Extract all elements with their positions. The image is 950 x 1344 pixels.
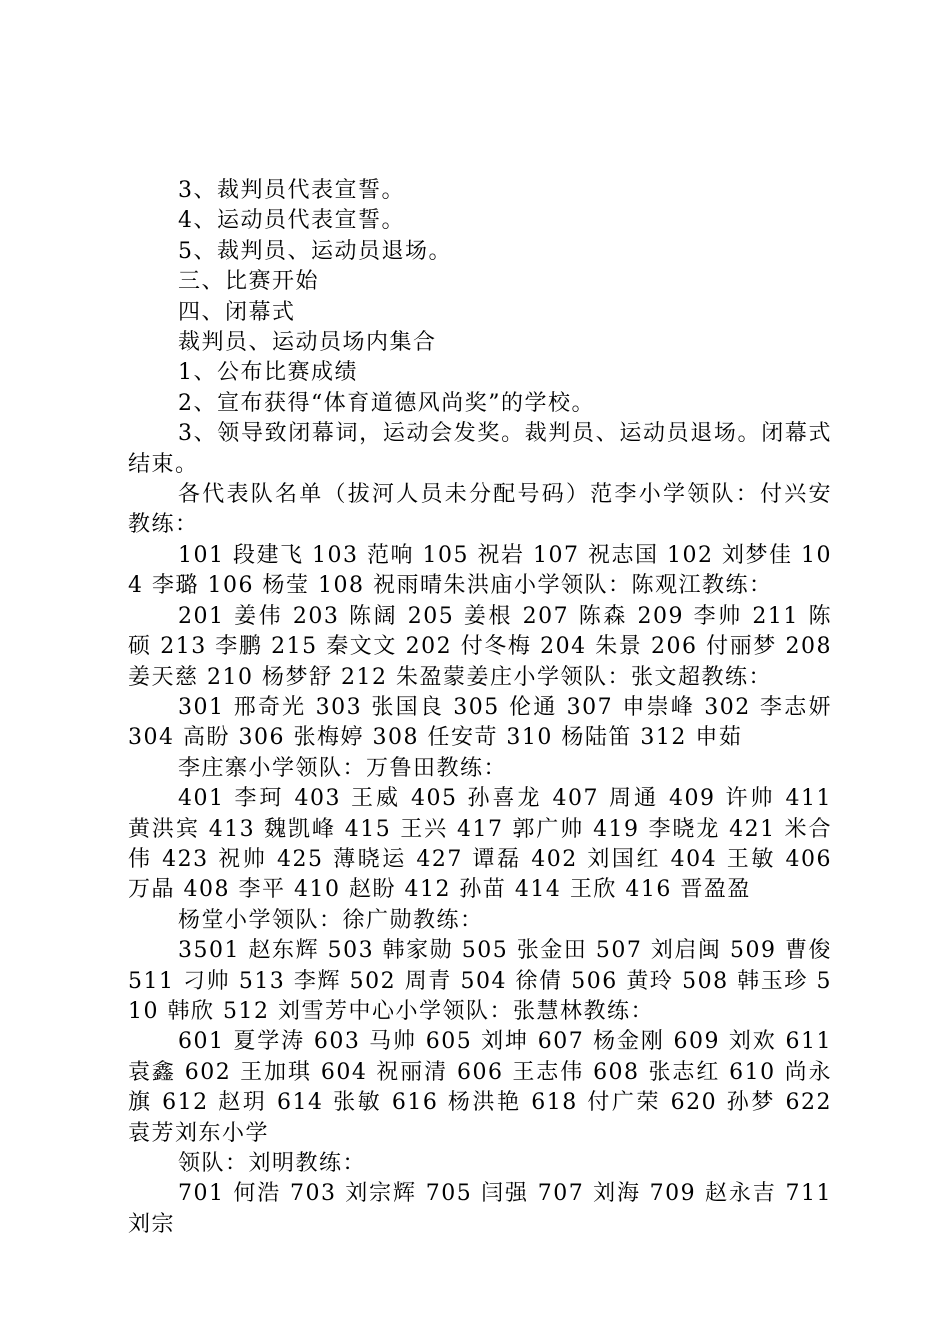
roster-paragraph: 601 夏学涛 603 马帅 605 刘坤 607 杨金刚 609 刘欢 611 袁鑫 602 王加琪 604 祝丽清 606 王志伟 608 张志红 610 尚永旗 612 赵玥 614 张敏 616 杨洪艳 618 付广荣 620 孙梦 622 袁芳刘东小学: [128, 1029, 832, 1146]
paragraph: 5、裁判员、运动员退场。: [178, 238, 452, 264]
paragraph: 三、比赛开始: [178, 269, 320, 295]
paragraph: 2、宣布获得“体育道德风尚奖”的学校。: [178, 390, 595, 416]
paragraph: 4、运动员代表宣誓。: [178, 208, 405, 234]
paragraph: 3、裁判员代表宣誓。: [178, 178, 405, 203]
roster-paragraph: 3501 赵东辉 503 韩家勋 505 张金田 507 刘启闽 509 曹俊 511 刁帅 513 李辉 502 周青 504 徐倩 506 黄玲 508 韩玉珍 510 韩欣 512 刘雪芳中心小学领队：张慧林教练：: [128, 938, 832, 1024]
roster-paragraph: 701 何浩 703 刘宗辉 705 闫强 707 刘海 709 赵永吉 711 刘宗: [128, 1181, 832, 1237]
roster-paragraph: 201 姜伟 203 陈阔 205 姜根 207 陈森 209 李帅 211 陈硕 213 李鹏 215 秦文文 202 付冬梅 204 朱景 206 付丽梦 208 姜天慈 210 杨梦舒 212 朱盈蒙姜庄小学领队：张文超教练：: [128, 603, 832, 690]
paragraph: 各代表队名单（拔河人员未分配号码）范李小学领队：付兴安教练：: [128, 482, 832, 538]
paragraph: 3、领导致闭幕词，运动会发奖。裁判员、运动员退场。闭幕式结束。: [128, 421, 832, 477]
document-body: [128, 176, 832, 1240]
paragraph: 1、公布比赛成绩: [178, 360, 358, 386]
roster-paragraph: 401 李珂 403 王威 405 孙喜龙 407 周通 409 许帅 411 黄洪宾 413 魏凯峰 415 王兴 417 郭广帅 419 李晓龙 421 米合伟 423 祝帅 425 薄晓运 427 谭磊 402 刘国红 404 王敏 406 万晶 408 李平 410 赵盼 412 孙苗 414 王欣 416 晋盈盈: [128, 786, 832, 903]
roster-paragraph: 101 段建飞 103 范响 105 祝岩 107 祝志国 102 刘梦佳 104 李璐 106 杨莹 108 祝雨晴朱洪庙小学领队：陈观江教练：: [128, 542, 832, 599]
team-heading: 李庄寨小学领队：万鲁田教练：: [178, 755, 508, 781]
paragraph: 四、闭幕式: [178, 299, 296, 325]
team-heading: 杨堂小学领队：徐广勋教练：: [178, 907, 484, 933]
roster-paragraph: 301 邢奇光 303 张国良 305 伦通 307 申崇峰 302 李志妍 304 高盼 306 张梅婷 308 任安苛 310 杨陆笛 312 申茹: [128, 694, 832, 751]
paragraph: 裁判员、运动员场内集合: [178, 330, 437, 356]
team-heading: 领队：刘明教练：: [178, 1151, 367, 1176]
